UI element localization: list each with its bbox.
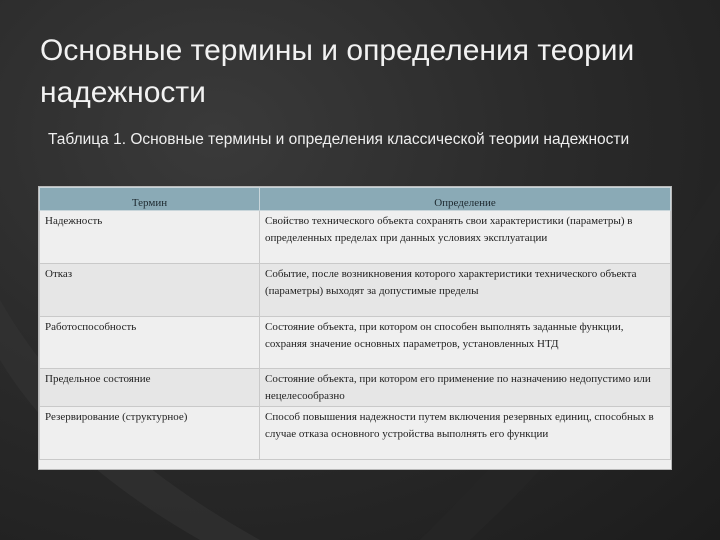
definition-cell: Свойство технического объекта сохранять свои характеристики (параметры) в определенных пределах при данных условиях эксплуатации bbox=[260, 211, 671, 264]
table-row bbox=[40, 317, 671, 369]
term-cell: Надежность bbox=[40, 211, 260, 264]
term-cell: Резервирование (структурное) bbox=[40, 407, 260, 460]
term-cell: Предельное состояние bbox=[40, 369, 260, 407]
term-cell: Работоспособность bbox=[40, 317, 260, 369]
table-caption: Таблица 1. Основные термины и определения классической теории надежности bbox=[48, 131, 630, 148]
slide-title: Основные термины и определения теории надежности bbox=[40, 34, 635, 109]
definition-cell: Состояние объекта, при котором он способен выполнять заданные функции, сохраняя значение основных параметров, установленных НТД bbox=[260, 317, 671, 369]
term-cell: Отказ bbox=[40, 264, 260, 317]
table-row bbox=[40, 264, 671, 317]
header-term: Термин bbox=[40, 188, 260, 211]
table-row bbox=[40, 407, 671, 460]
definition-cell: Событие, после возникновения которого характеристики технического объекта (параметры) выходят за допустимые пределы bbox=[260, 264, 671, 317]
header-definition: Определение bbox=[260, 188, 671, 211]
definition-cell: Состояние объекта, при котором его применение по назначению недопустимо или нецелесообразно bbox=[260, 369, 671, 407]
table-row bbox=[40, 211, 671, 264]
table-row bbox=[40, 369, 671, 407]
terms-table bbox=[38, 186, 672, 470]
definition-cell: Способ повышения надежности путем включения резервных единиц, способных в случае отказа основного устройства выполнять его функции bbox=[260, 407, 671, 460]
